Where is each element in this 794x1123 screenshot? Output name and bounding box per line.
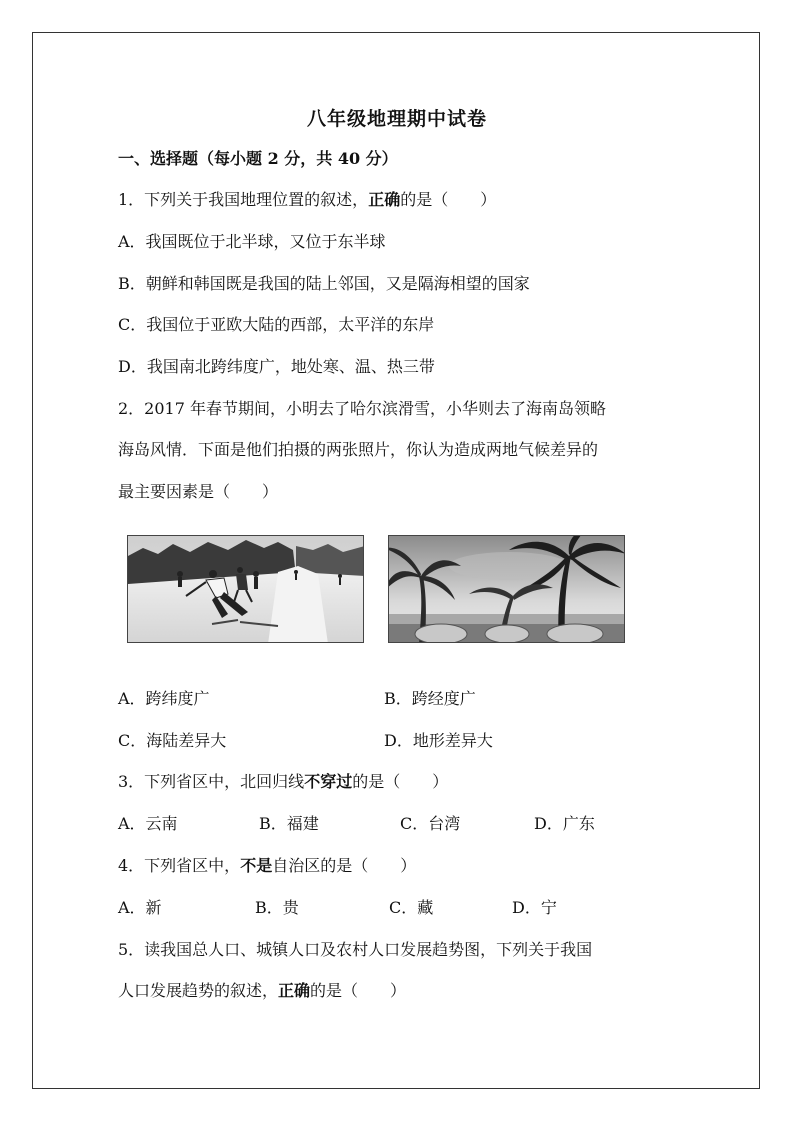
question-1-option-a: A．我国既位于北半球，又位于东半球 [118, 232, 386, 251]
ski-photo [127, 535, 364, 643]
page-title: 八年级地理期中试卷 [306, 108, 487, 130]
section-heading: 一、选择题（每小题 2 分，共 40 分） [118, 149, 398, 168]
question-3-option-a: A．云南 [118, 814, 178, 833]
question-4-option-a: A．新 [118, 898, 162, 917]
question-2-option-a: A．跨纬度广 [118, 689, 210, 708]
question-1-option-b: B．朝鲜和韩国既是我国的陆上邻国，又是隔海相望的国家 [118, 274, 530, 293]
question-3-stem: 3．下列省区中，北回归线不穿过的是（ ） [118, 772, 449, 791]
question-2-option-c: C．海陆差异大 [118, 731, 227, 750]
question-3-option-b: B．福建 [259, 814, 319, 833]
question-2-stem-line-3: 最主要因素是（ ） [118, 482, 279, 501]
question-3-option-c: C．台湾 [400, 814, 461, 833]
question-4-option-c: C．藏 [389, 898, 434, 917]
question-1-stem: 1．下列关于我国地理位置的叙述，正确的是（ ） [118, 190, 497, 209]
question-2-option-b: B．跨经度广 [384, 689, 476, 708]
question-4-option-b: B．贵 [255, 898, 299, 917]
question-2-stem-line-2: 海岛风情．下面是他们拍摄的两张照片，你认为造成两地气候差异的 [118, 440, 599, 459]
question-4-stem: 4．下列省区中，不是自治区的是（ ） [118, 856, 417, 875]
question-5-stem-line-1: 5．读我国总人口、城镇人口及农村人口发展趋势图，下列关于我国 [118, 940, 593, 959]
question-2-option-d: D．地形差异大 [384, 731, 493, 750]
question-2-stem-line-1: 2．2017 年春节期间，小明去了哈尔滨滑雪，小华则去了海南岛领略 [118, 399, 606, 418]
palm-beach-photo [388, 535, 625, 643]
question-3-option-d: D．广东 [534, 814, 595, 833]
question-1-option-d: D．我国南北跨纬度广，地处寒、温、热三带 [118, 357, 435, 376]
question-1-option-c: C．我国位于亚欧大陆的西部，太平洋的东岸 [118, 315, 435, 334]
question-4-option-d: D．宁 [512, 898, 557, 917]
question-5-stem-line-2: 人口发展趋势的叙述，正确的是（ ） [118, 981, 407, 1000]
